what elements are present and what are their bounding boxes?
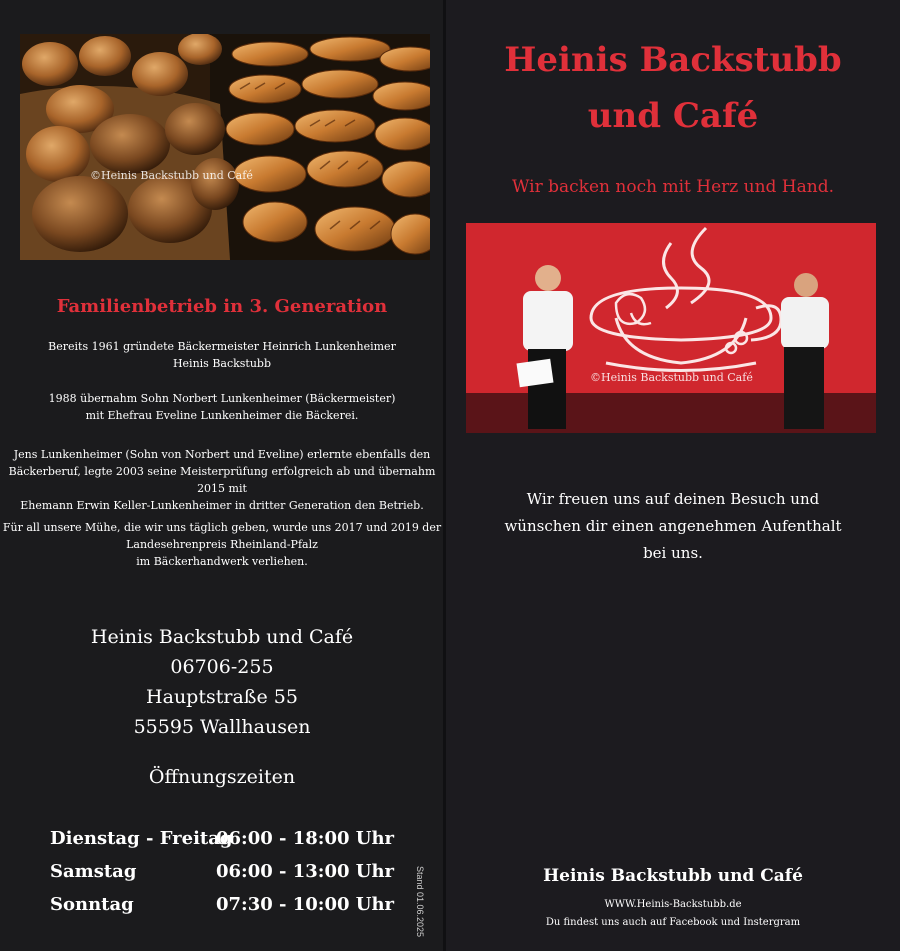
welcome-text xyxy=(446,486,900,567)
slogan: Wir backen noch mit Herz und Hand. xyxy=(512,177,834,197)
history-block-2 xyxy=(0,390,444,424)
social-text: Du findest uns auch auf Facebook und Instergram xyxy=(545,917,801,928)
history-line: mit Ehefrau Eveline Lunkenheimer die Bäckerei. xyxy=(85,409,359,422)
hours-row xyxy=(50,861,410,894)
contact-street: Hauptstraße 55 xyxy=(146,686,298,708)
contact-name: Heinis Backstubb und Café xyxy=(90,626,354,648)
history-line: Landesehrenpreis Rheinland-Pfalz xyxy=(126,538,318,551)
history-line: im Bäckerhandwerk verliehen. xyxy=(136,555,308,568)
opening-hours xyxy=(50,828,410,927)
stand-date: Stand 01.06.2025 xyxy=(415,866,425,938)
history-line: Heinis Backstubb xyxy=(172,357,272,370)
history-block-4 xyxy=(0,519,444,570)
brand-title-line1: Heinis Backstubb xyxy=(504,40,842,80)
history-block-1 xyxy=(0,338,444,372)
hours-day: Samstag xyxy=(50,861,137,882)
contact-city: 55595 Wallhausen xyxy=(133,716,311,738)
brand-title-line2: und Café xyxy=(587,96,759,136)
bread-photo xyxy=(20,34,430,260)
website-link[interactable]: WWW.Heinis-Backstubb.de xyxy=(604,899,742,910)
history-block-3 xyxy=(0,446,444,514)
welcome-line: bei uns. xyxy=(643,544,703,562)
hours-day: Sonntag xyxy=(50,894,134,915)
cafe-photo xyxy=(466,223,876,433)
brand-title xyxy=(446,32,900,144)
hours-time: 06:00 - 13:00 Uhr xyxy=(216,861,395,882)
hours-row xyxy=(50,828,410,861)
family-heading: Familienbetrieb in 3. Generation xyxy=(56,296,388,317)
hours-time: 06:00 - 18:00 Uhr xyxy=(216,828,395,849)
contact-phone[interactable]: 06706-255 xyxy=(170,656,274,678)
photo-watermark: ©Heinis Backstubb und Café xyxy=(90,169,253,182)
history-line: Bereits 1961 gründete Bäckermeister Heinrich Lunkenheimer xyxy=(48,340,396,353)
photo-watermark: ©Heinis Backstubb und Café xyxy=(590,371,753,384)
hours-row xyxy=(50,894,410,927)
history-line: Jens Lunkenheimer (Sohn von Norbert und Eveline) erlernte ebenfalls den xyxy=(13,448,431,461)
hours-title: Öffnungszeiten xyxy=(148,766,296,788)
contact-block xyxy=(0,622,444,742)
bread-illustration xyxy=(20,34,430,260)
history-line: 1988 übernahm Sohn Norbert Lunkenheimer (Bäckermeister) xyxy=(48,392,396,405)
welcome-line: Wir freuen uns auf deinen Besuch und xyxy=(526,490,820,508)
hours-time: 07:30 - 10:00 Uhr xyxy=(216,894,395,915)
history-line: Für all unsere Mühe, die wir uns täglich geben, wurde uns 2017 und 2019 der xyxy=(2,521,442,534)
footer-title: Heinis Backstubb und Café xyxy=(543,866,803,886)
hours-day: Dienstag - Freitag xyxy=(50,828,233,849)
footer-info xyxy=(446,896,900,932)
history-line: Bäckerberuf, legte 2003 seine Meisterprüfung erfolgreich ab und übernahm 2015 mit xyxy=(8,465,436,495)
cafe-illustration xyxy=(466,223,876,433)
welcome-line: wünschen dir einen angenehmen Aufenthalt xyxy=(504,517,842,535)
history-line: Ehemann Erwin Keller-Lunkenheimer in dritter Generation den Betrieb. xyxy=(20,499,424,512)
